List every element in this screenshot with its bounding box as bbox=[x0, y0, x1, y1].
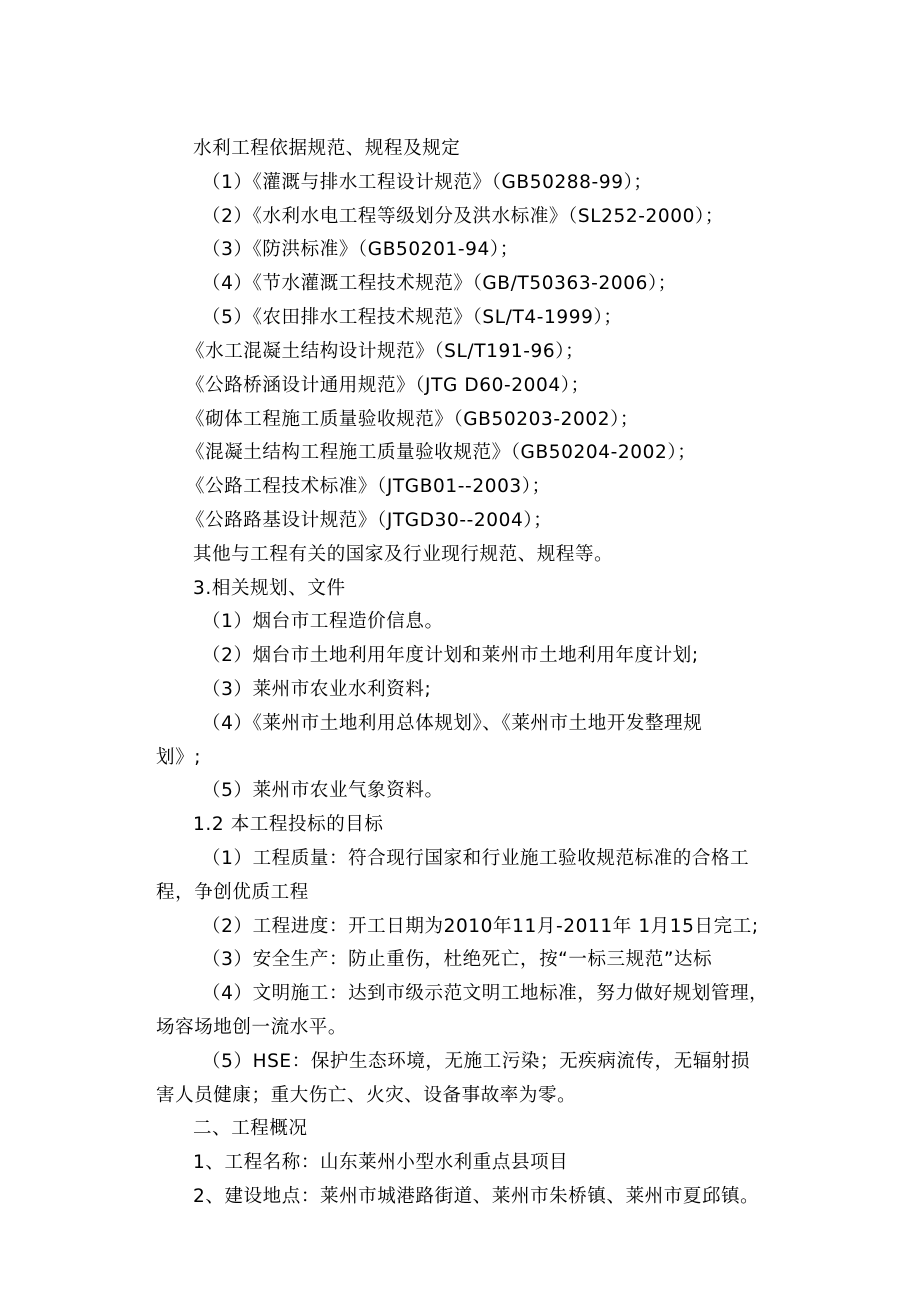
goal-item-civilized-continuation: 场容场地创一流水平。 bbox=[156, 1017, 348, 1038]
plan-item-3: （3）莱州市农业水利资料; bbox=[202, 679, 432, 700]
goal-item-quality-continuation: 程，争创优质工程 bbox=[156, 882, 309, 903]
plan-item-2: （2）烟台市土地利用年度计划和莱州市土地利用年度计划; bbox=[202, 645, 699, 666]
standard-item-concrete-structure: 《混凝土结构工程施工质量验收规范》（GB50204-2002）； bbox=[186, 442, 697, 463]
plan-item-4: （4）《莱州市土地利用总体规划》、《莱州市土地开发整理规 bbox=[202, 713, 703, 734]
plan-item-4-continuation: 划》; bbox=[156, 747, 202, 768]
section-heading-bid-goals: 1.2 本工程投标的目标 bbox=[193, 814, 384, 835]
goal-item-hse-continuation: 害人员健康；重大伤亡、火灾、设备事故率为零。 bbox=[156, 1085, 577, 1106]
goal-item-civilized-construction: （4）文明施工：达到市级示范文明工地标准，努力做好规划管理， bbox=[202, 983, 769, 1004]
other-standards-paragraph: 其他与工程有关的国家及行业现行规范、规程等。 bbox=[193, 544, 614, 565]
section-heading-project-overview: 二、工程概况 bbox=[193, 1118, 308, 1139]
standard-item-masonry: 《砌体工程施工质量验收规范》（GB50203-2002）； bbox=[186, 409, 640, 430]
section-heading-water-standards: 水利工程依据规范、规程及规定 bbox=[193, 138, 461, 159]
standard-item-hydraulic-concrete: 《水工混凝土结构设计规范》（SL/T191-96）； bbox=[186, 341, 585, 362]
standard-item-4: （4）《节水灌溉工程技术规范》（GB/T50363-2006）； bbox=[202, 273, 677, 294]
plan-item-5: （5）莱州市农业气象资料。 bbox=[202, 780, 444, 801]
standard-item-2: （2）《水利水电工程等级划分及洪水标准》（SL252-2000）； bbox=[202, 206, 724, 227]
standard-item-highway-technical: 《公路工程技术标准》（JTGB01--2003）； bbox=[186, 476, 551, 497]
standard-item-1: （1）《灌溉与排水工程设计规范》（GB50288-99）； bbox=[202, 172, 653, 193]
standard-item-5: （5）《农田排水工程技术规范》（SL/T4-1999）； bbox=[202, 307, 623, 328]
overview-project-name: 1、工程名称：山东莱州小型水利重点县项目 bbox=[193, 1152, 569, 1173]
standard-item-highway-bridge: 《公路桥涵设计通用规范》（JTG D60-2004）； bbox=[186, 375, 590, 396]
overview-construction-site: 2、建设地点：莱州市城港路街道、莱州市朱桥镇、莱州市夏邱镇。 bbox=[193, 1186, 760, 1207]
goal-item-hse: （5）HSE：保护生态环境，无施工污染；无疾病流传，无辐射损 bbox=[202, 1051, 751, 1072]
goal-item-safety: （3）安全生产：防止重伤，杜绝死亡，按“一标三规范”达标 bbox=[202, 949, 713, 970]
goal-item-quality: （1）工程质量：符合现行国家和行业施工验收规范标准的合格工 bbox=[202, 848, 750, 869]
section-heading-plans-documents: 3.相关规划、文件 bbox=[193, 578, 346, 599]
standard-item-3: （3）《防洪标准》（GB50201-94）； bbox=[202, 239, 519, 260]
goal-item-schedule: （2）工程进度：开工日期为2010年11月-2011年 1月15日完工; bbox=[202, 916, 759, 937]
standard-item-highway-subgrade: 《公路路基设计规范》（JTGD30--2004）； bbox=[186, 510, 553, 531]
plan-item-1: （1）烟台市工程造价信息。 bbox=[202, 611, 444, 632]
